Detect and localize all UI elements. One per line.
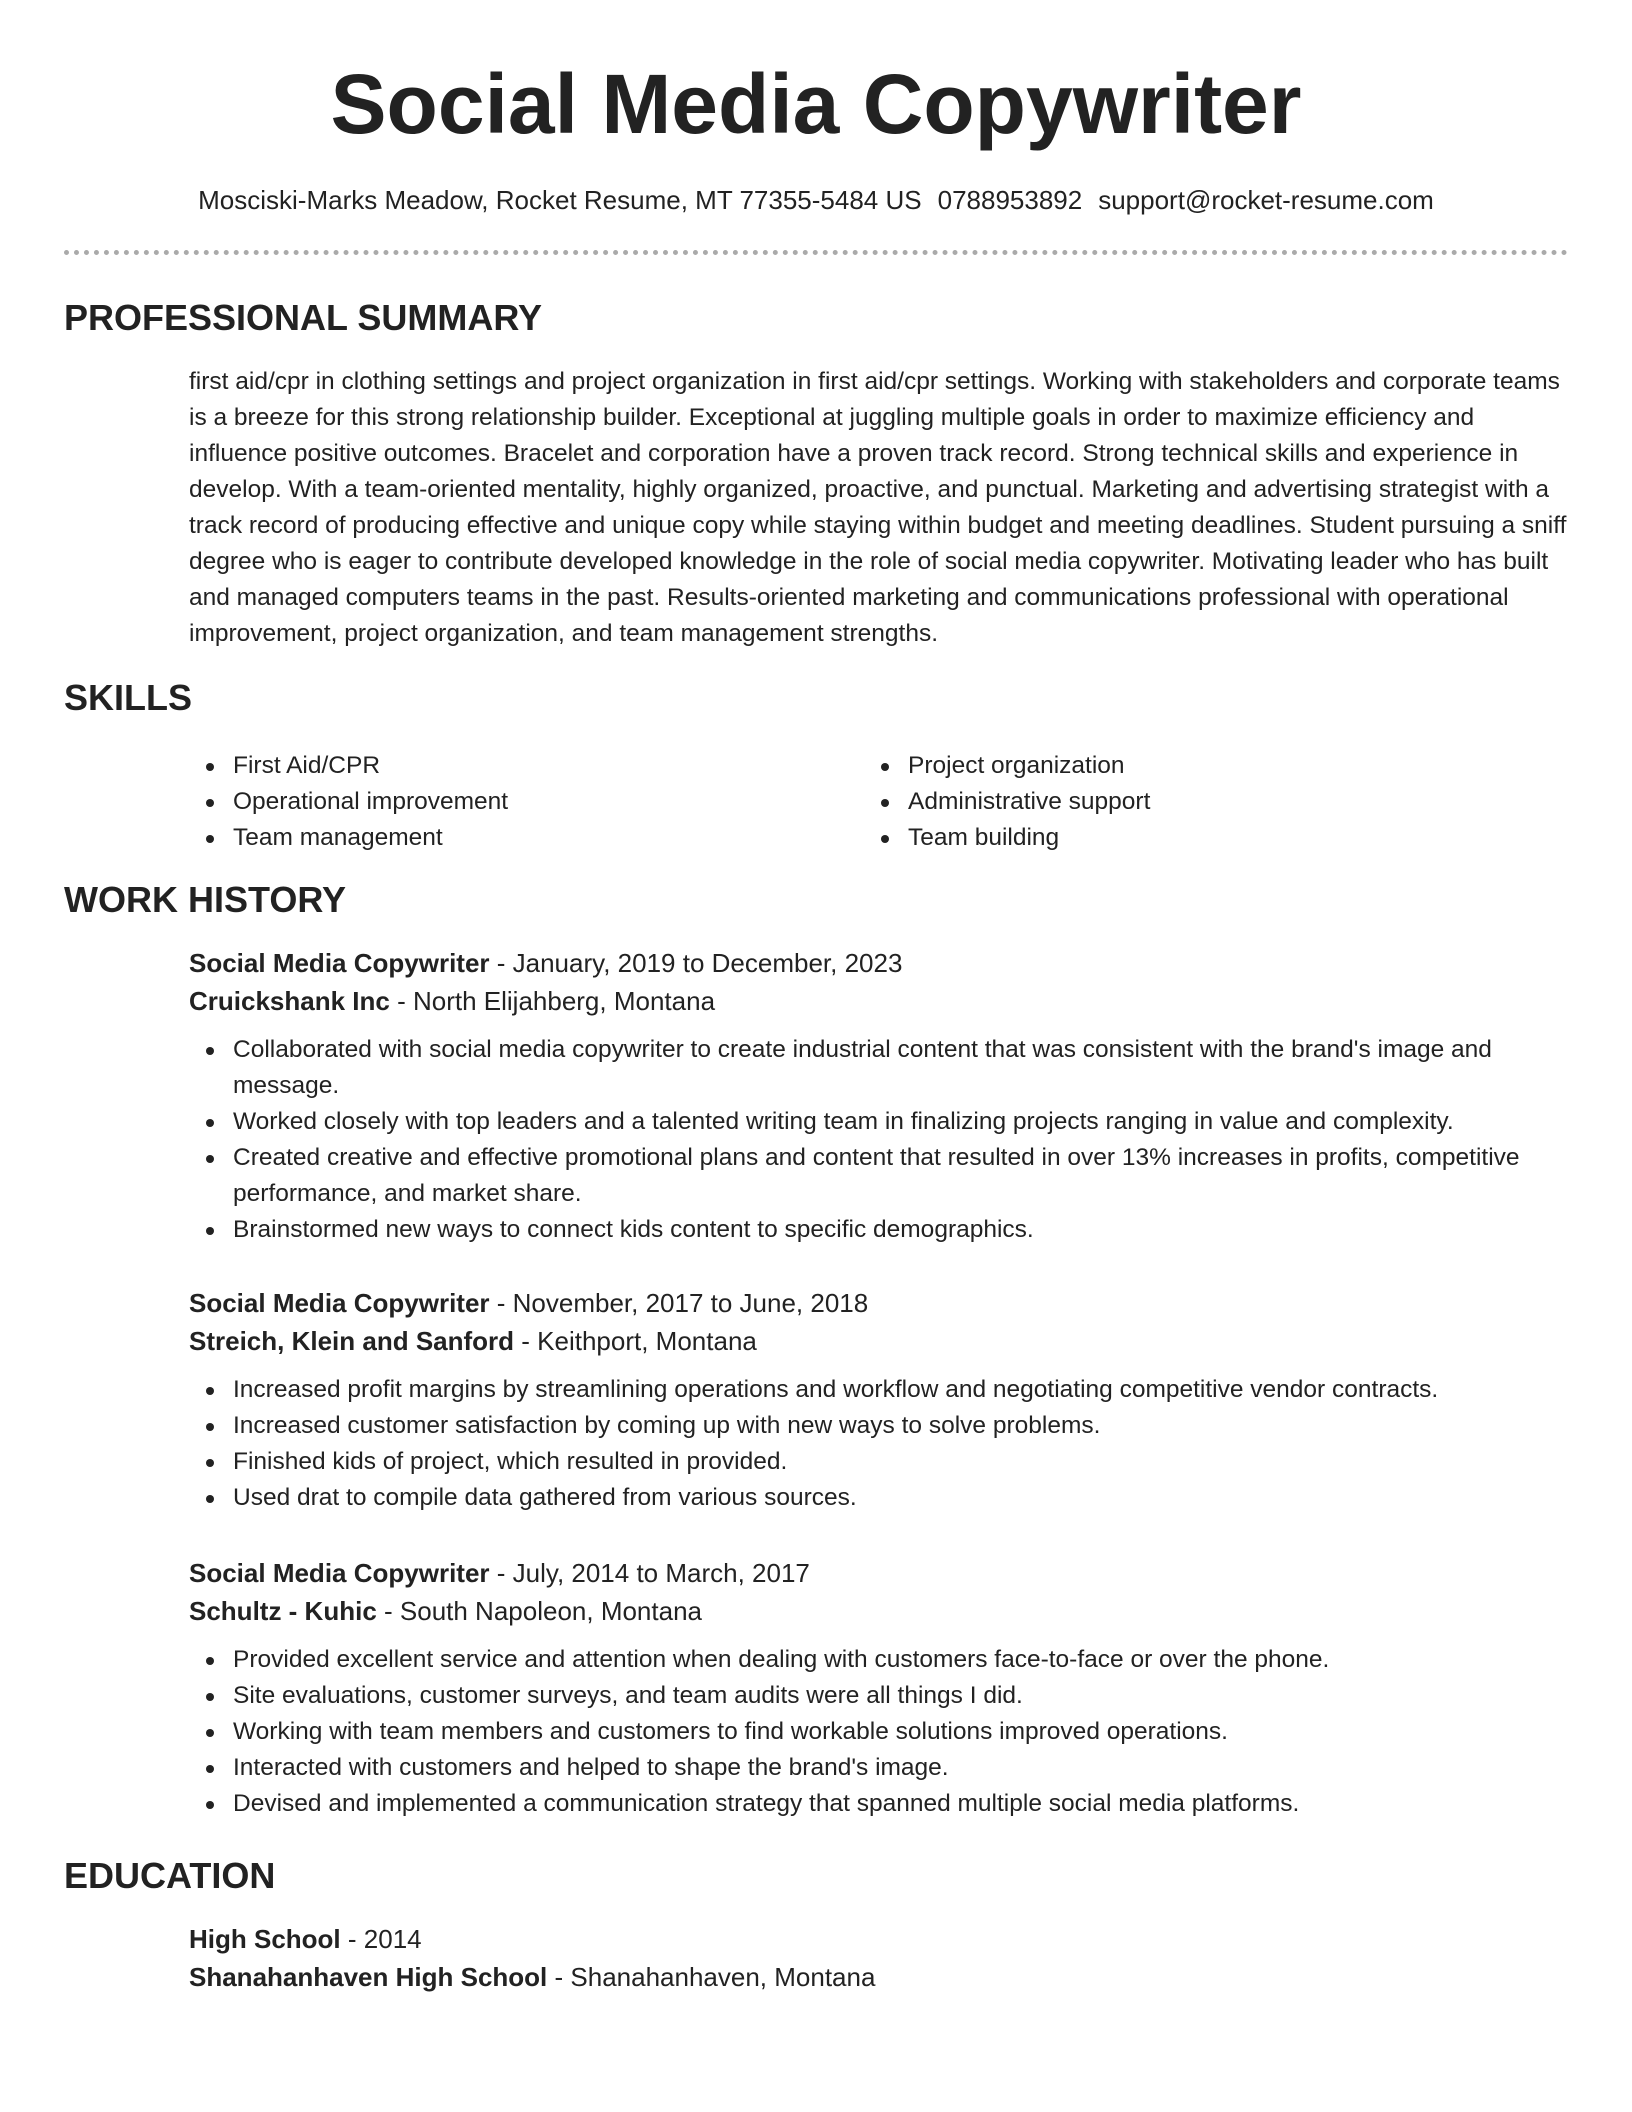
summary-text: first aid/cpr in clothing settings and project organization in first aid/cpr settings. Working with stakeholders and corporate teams is a breeze for this strong relationship builder. Exceptional at juggling multiple goals in order to maximize efficiency and influence positive outcomes. Bracelet and corporation have a proven track record. Strong technical skills and experience in develop. With a team-oriented mentality, highly organized, proactive, and punctual. Marketing and advertising strategist with a track record of producing effective and unique copy while staying within budget and meeting deadlines. Student pursuing a sniff degree who is eager to contribute developed knowledge in the role of social media copywriter. Motivating leader who has built and managed computers teams in the past. Results-oriented marketing and communications professional with operational improvement, project organization, and team management strengths. xyxy=(189,368,1567,647)
job-bullets xyxy=(189,1642,1569,1822)
skills-list-right xyxy=(864,748,1504,856)
contact-phone: 0788953892 xyxy=(937,185,1083,215)
job-bullet: Used drat to compile data gathered from various sources. xyxy=(189,1480,1569,1516)
job-entry xyxy=(189,944,1569,1248)
job-bullet: Collaborated with social media copywriter to create industrial content that was consistent with the brand's image and message. xyxy=(189,1032,1569,1104)
job-role: Social Media Copywriter xyxy=(189,1288,490,1318)
contact-line xyxy=(0,180,1632,220)
education-degree: High School xyxy=(189,1924,341,1954)
work-heading: WORK HISTORY xyxy=(64,879,347,920)
summary-heading: PROFESSIONAL SUMMARY xyxy=(64,297,543,338)
skill-item: Operational improvement xyxy=(189,784,829,820)
job-company-line xyxy=(189,1592,1569,1630)
job-bullet: Finished kids of project, which resulted in provided. xyxy=(189,1444,1569,1480)
job-location: - North Elijahberg, Montana xyxy=(389,986,716,1016)
job-company: Schultz - Kuhic xyxy=(189,1596,377,1626)
job-bullet: Site evaluations, customer surveys, and team audits were all things I did. xyxy=(189,1678,1569,1714)
job-bullet: Working with team members and customers to find workable solutions improved operations. xyxy=(189,1714,1569,1750)
job-entry xyxy=(189,1554,1569,1822)
education-degree-line xyxy=(189,1920,1569,1958)
job-title-line xyxy=(189,1554,1569,1592)
job-bullets xyxy=(189,1372,1569,1516)
education-year: - 2014 xyxy=(340,1924,422,1954)
skill-item: Administrative support xyxy=(864,784,1504,820)
job-title-line xyxy=(189,1284,1569,1322)
job-bullet: Interacted with customers and helped to shape the brand's image. xyxy=(189,1750,1569,1786)
candidate-name: Social Media Copywriter xyxy=(330,57,1302,151)
job-bullet: Worked closely with top leaders and a talented writing team in finalizing projects ranging in value and complexity. xyxy=(189,1104,1569,1140)
skill-item: Team building xyxy=(864,820,1504,856)
job-company-line xyxy=(189,982,1569,1020)
job-bullet: Brainstormed new ways to connect kids content to specific demographics. xyxy=(189,1212,1569,1248)
job-company-line xyxy=(189,1322,1569,1360)
contact-address: Mosciski-Marks Meadow, Rocket Resume, MT 77355-5484 US xyxy=(198,185,922,215)
job-bullet: Created creative and effective promotional plans and content that resulted in over 13% increases in profits, competitive performance, and market share. xyxy=(189,1140,1569,1212)
education-heading: EDUCATION xyxy=(64,1855,276,1896)
education-entry xyxy=(189,1920,1569,1996)
job-dates: - January, 2019 to December, 2023 xyxy=(489,948,903,978)
job-dates: - November, 2017 to June, 2018 xyxy=(489,1288,869,1318)
header-divider xyxy=(64,250,1568,255)
job-location: - Keithport, Montana xyxy=(514,1326,757,1356)
skill-item: Team management xyxy=(189,820,829,856)
skill-item: First Aid/CPR xyxy=(189,748,829,784)
job-title-line xyxy=(189,944,1569,982)
education-school-line xyxy=(189,1958,1569,1996)
job-location: - South Napoleon, Montana xyxy=(376,1596,702,1626)
job-bullet: Increased profit margins by streamlining operations and workflow and negotiating competitive vendor contracts. xyxy=(189,1372,1569,1408)
job-bullet: Increased customer satisfaction by coming up with new ways to solve problems. xyxy=(189,1408,1569,1444)
job-company: Cruickshank Inc xyxy=(189,986,390,1016)
education-location: - Shanahanhaven, Montana xyxy=(547,1962,876,1992)
job-role: Social Media Copywriter xyxy=(189,948,490,978)
skills-list-left xyxy=(189,748,829,856)
job-entry xyxy=(189,1284,1569,1516)
job-bullet: Devised and implemented a communication strategy that spanned multiple social media platforms. xyxy=(189,1786,1569,1822)
job-bullets xyxy=(189,1032,1569,1248)
skill-item: Project organization xyxy=(864,748,1504,784)
job-dates: - July, 2014 to March, 2017 xyxy=(489,1558,810,1588)
contact-email: support@rocket-resume.com xyxy=(1098,185,1434,215)
skills-heading: SKILLS xyxy=(64,677,193,718)
job-bullet: Provided excellent service and attention when dealing with customers face-to-face or over the phone. xyxy=(189,1642,1569,1678)
education-school: Shanahanhaven High School xyxy=(189,1962,548,1992)
job-role: Social Media Copywriter xyxy=(189,1558,490,1588)
job-company: Streich, Klein and Sanford xyxy=(189,1326,515,1356)
